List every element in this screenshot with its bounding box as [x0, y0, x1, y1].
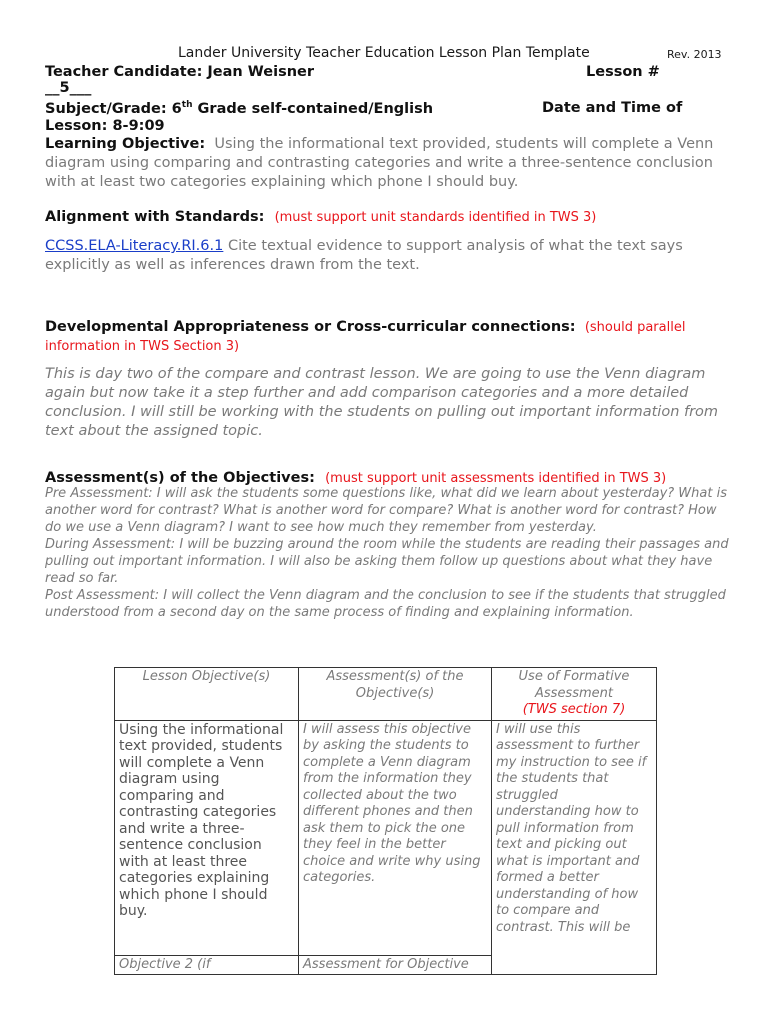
document-title: Lander University Teacher Education Lesson Plan Template [178, 45, 590, 61]
subject-sup: th [181, 100, 193, 110]
ccss-link[interactable]: CCSS.ELA-Literacy.RI.6.1 [45, 238, 224, 254]
developmental-heading [45, 318, 735, 356]
header-formative-label: Use of Formative Assessment [518, 669, 630, 701]
table-row [115, 720, 657, 955]
assessment-2-cell: Assessment for Objective [299, 955, 492, 975]
developmental-label: Developmental Appropriateness or Cross-curricular connections: [45, 319, 576, 335]
during-assessment: During Assessment: I will be buzzing around the room while the students are reading their passages and pulling out important information. I will also be asking them follow up questions about what they have read so far. [45, 537, 729, 586]
subject-label-post: Grade self-contained/English [192, 100, 434, 117]
assessment-cell: I will assess this objective by asking the students to complete a Venn diagram from the information they collected about the two different phones and then ask them to pick the one they feel in the better choice and write why using categories. [299, 720, 492, 955]
standards-text: Cite textual evidence to support analysis of what the text says explicitly as well as inferences drawn from the text. [45, 238, 683, 273]
standards-note: (must support unit standards identified in TWS 3) [274, 210, 597, 225]
post-assessment: Post Assessment: I will collect the Venn diagram and the conclusion to see if the students that struggled understood from a second day on the same process of finding and explaining information. [45, 588, 726, 620]
objective-cell: Using the informational text provided, students will complete a Venn diagram using comparing and contrasting categories and write a three-sentence conclusion with at least three categories explaining which phone I should buy. [115, 720, 299, 955]
pre-assessment: Pre Assessment: I will ask the students some questions like, what did we learn about yesterday? What is another word for contrast? What is another word for compare? What is another word for contrast? How do we use a Venn diagram? I want to see how much they remember from yesterday. [45, 486, 727, 535]
learning-objective [45, 135, 735, 192]
header-assessments: Assessment(s) of the Objective(s) [299, 668, 492, 721]
date-time-label: Date and Time of [542, 100, 683, 116]
assessment-details [45, 485, 735, 621]
lesson-number-value: __5___ [45, 80, 92, 96]
standards-label: Alignment with Standards: [45, 209, 265, 225]
table-header-row [115, 668, 657, 721]
developmental-text: This is day two of the compare and contrast lesson. We are going to use the Venn diagram again but now take it a step further and add comparison categories and a more detailed conclusion. I will still be working with the students on pulling out important information from text about the assigned topic. [45, 366, 719, 439]
assessment-heading [45, 467, 666, 486]
standards-heading [45, 206, 596, 225]
developmental-note: (should parallel information in TWS Section 3) [45, 320, 686, 354]
lesson-number-label: Lesson # [586, 64, 660, 80]
header-formative-note: (TWS section 7) [522, 702, 626, 717]
subject-label-pre: Subject/Grade: 6 [45, 100, 182, 117]
assessment-label: Assessment(s) of the Objectives: [45, 470, 315, 486]
objective-2-cell: Objective 2 (if [115, 955, 299, 975]
learning-objective-text: Using the informational text provided, students will complete a Venn diagram using comparing and contrasting categories and write a three-sentence conclusion with at least two categories explaining which phone I should buy. [45, 136, 714, 190]
date-time-value: Lesson: 8-9:09 [45, 118, 165, 134]
objectives-table [114, 667, 657, 975]
header-formative [492, 668, 657, 721]
standards-body [45, 237, 735, 275]
teacher-candidate: Teacher Candidate: Jean Weisner [45, 64, 315, 80]
revision-label: Rev. 2013 [667, 48, 722, 61]
subject-grade [45, 100, 433, 117]
formative-cell: I will use this assessment to further my instruction to see if the students that struggled understanding how to pull information from text and picking out what is important and formed a better understanding of how to compare and contrast. This will be [492, 720, 657, 975]
header-lesson-objectives: Lesson Objective(s) [115, 668, 299, 721]
assessment-note: (must support unit assessments identified in TWS 3) [325, 471, 667, 486]
learning-objective-label: Learning Objective: [45, 136, 206, 152]
